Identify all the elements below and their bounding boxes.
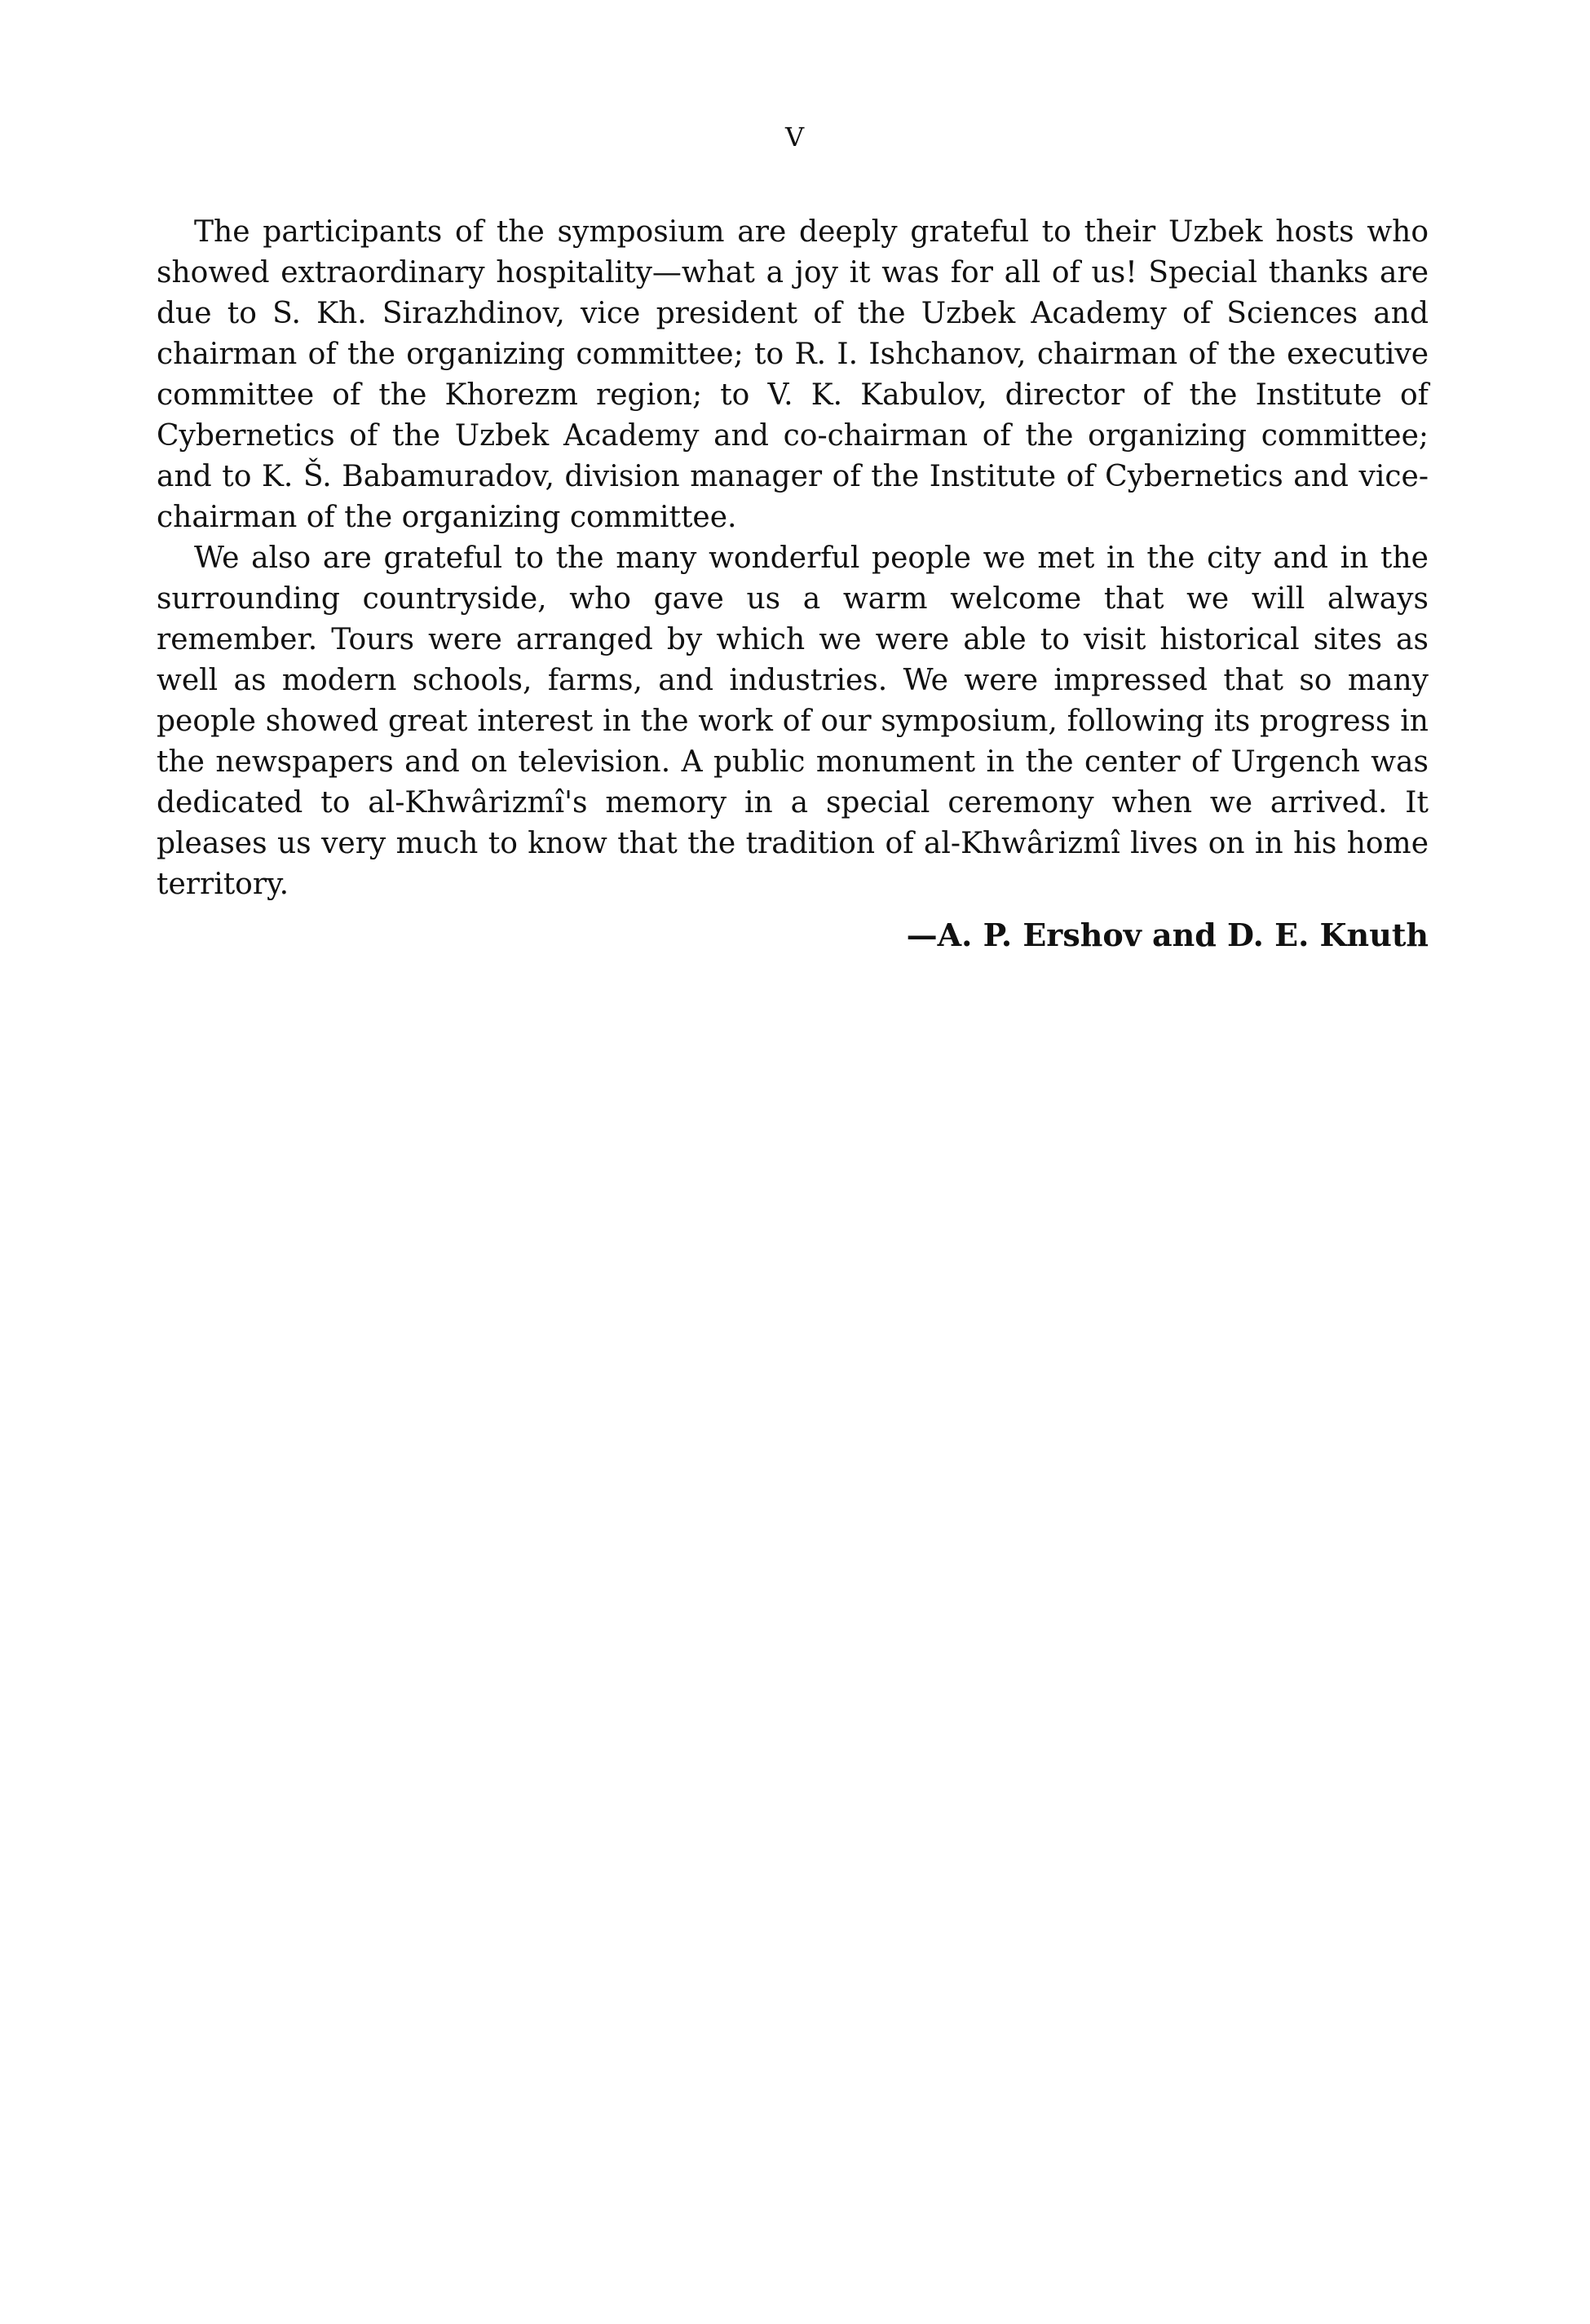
signature: —A. P. Ershov and D. E. Knuth	[906, 917, 1429, 953]
preface-body	[157, 212, 1429, 956]
paragraph-acknowledgements-people: We also are grateful to the many wonderful people we met in the city and in the surrounding countryside, who gave us a warm welcome that we will always remember. Tours were arranged by which we were able to visit historical sites as well as modern schools, farms, and industries. We were impressed that so many people showed great interest in the work of our symposium, following its progress in the newspapers and on television. A public monument in the center of Urgench was dedicated to al-Khwârizmî's memory in a special ceremony when we arrived. It pleases us very much to know that the tradition of al-Khwârizmî lives on in his home territory.	[157, 541, 1429, 901]
page-number: V	[784, 122, 806, 152]
paragraph-acknowledgements-hosts: The participants of the symposium are deeply grateful to their Uzbek hosts who showed extraordinary hospitality—what a joy it was for all of us! Special thanks are due to S. Kh. Sirazhdinov, vice president of the Uzbek Academy of Sciences and chairman of the organizing committee; to R. I. Ishchanov, chairman of the executive committee of the Khorezm region; to V. K. Kabulov, director of the Institute of Cybernetics of the Uzbek Academy and co-chairman of the organizing committee; and to K. Š. Babamuradov, division manager of the Institute of Cybernetics and vice-chairman of the organizing committee.	[157, 215, 1429, 534]
